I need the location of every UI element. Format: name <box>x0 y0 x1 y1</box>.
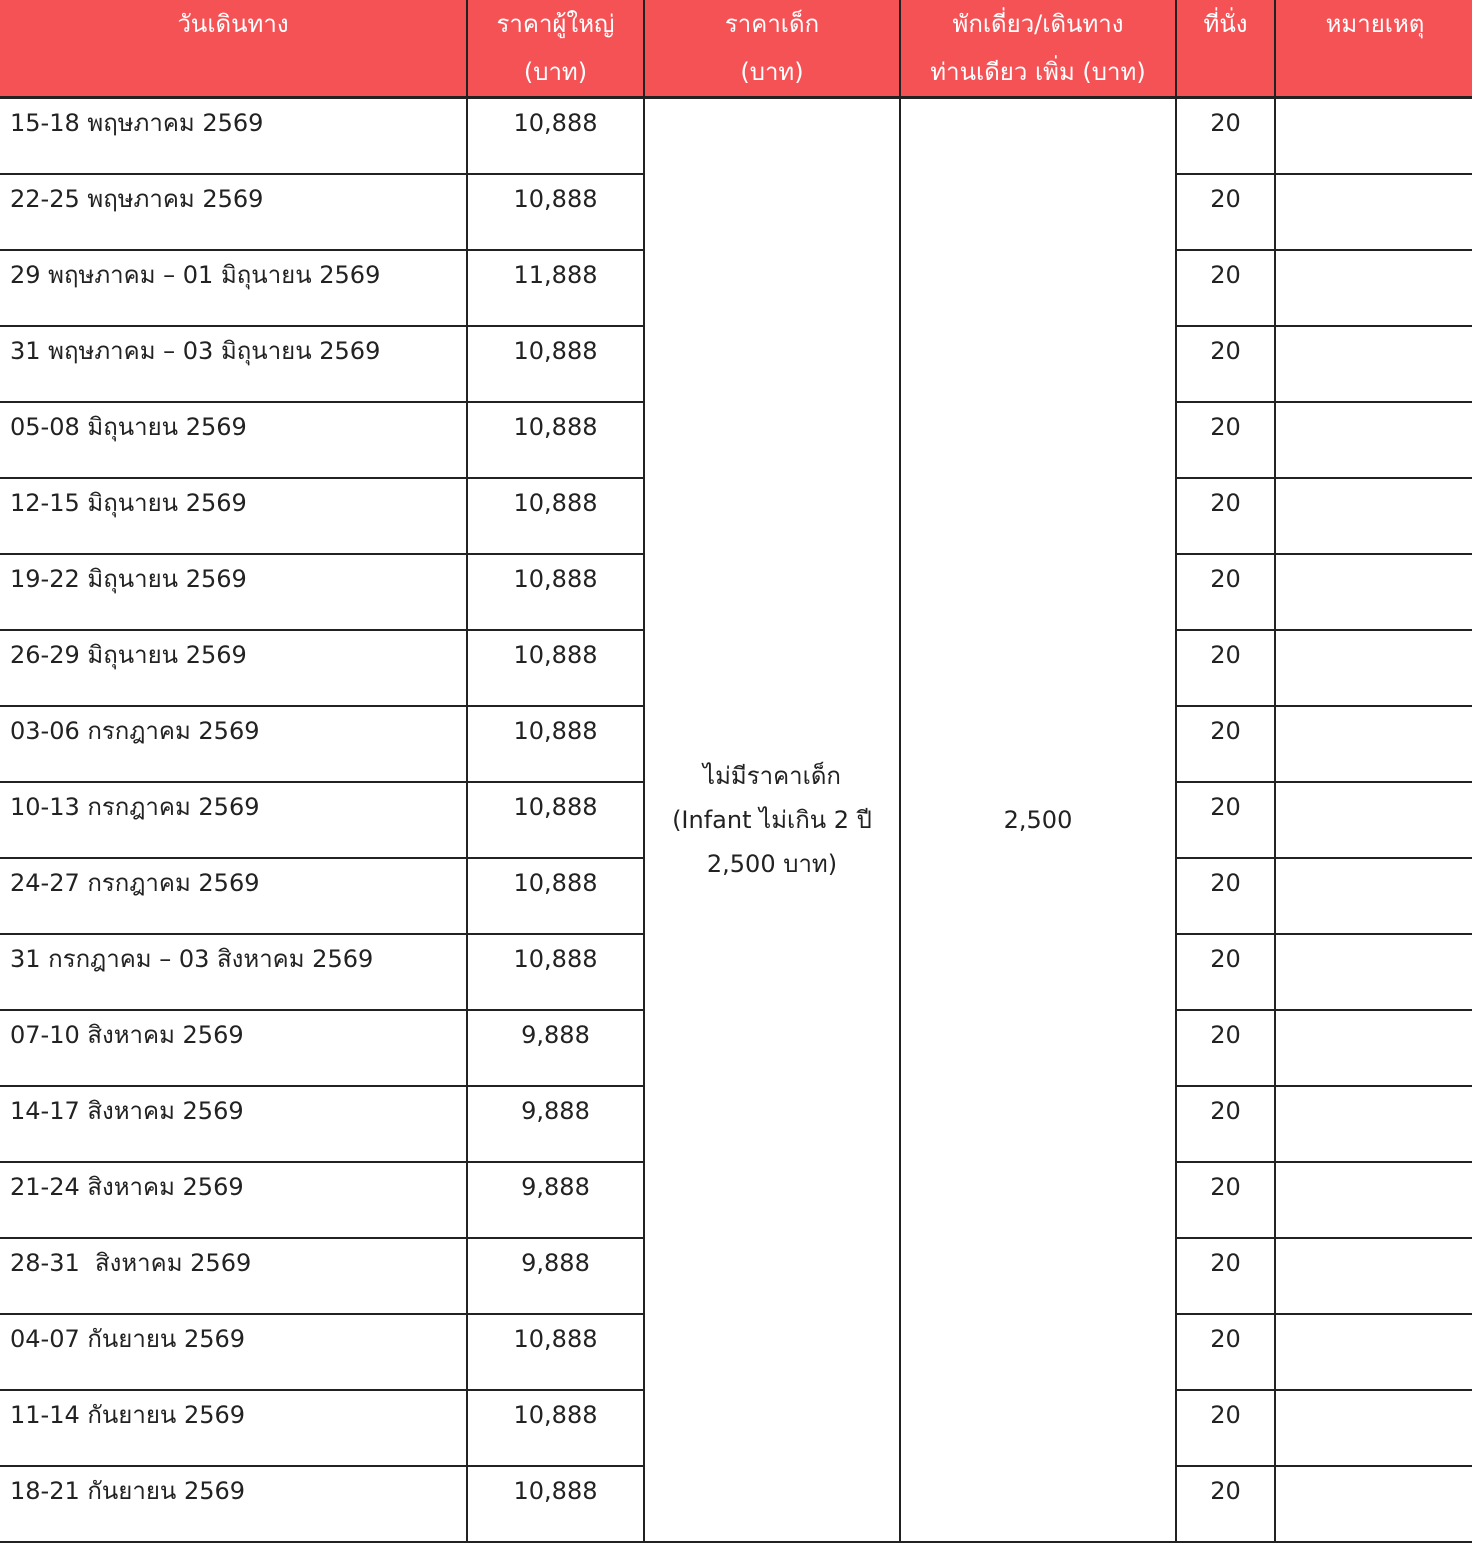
child-price-line2: (Infant ไม่เกิน 2 ปี <box>672 806 872 834</box>
adult-price: 9,888 <box>467 1162 644 1238</box>
adult-price: 10,888 <box>467 98 644 175</box>
note <box>1275 1010 1472 1086</box>
single-supplement-cell: 2,500 <box>900 98 1176 1543</box>
travel-date: 10-13 กรกฎาคม 2569 <box>0 782 467 858</box>
header-adult-line1: ราคาผู้ใหญ่ <box>496 10 615 38</box>
seats: 20 <box>1176 934 1275 1010</box>
header-adult-price <box>467 0 644 98</box>
seats: 20 <box>1176 1314 1275 1390</box>
seats: 20 <box>1176 326 1275 402</box>
header-child-price <box>644 0 900 98</box>
adult-price: 10,888 <box>467 478 644 554</box>
travel-date: 03-06 กรกฎาคม 2569 <box>0 706 467 782</box>
note <box>1275 478 1472 554</box>
travel-date: 21-24 สิงหาคม 2569 <box>0 1162 467 1238</box>
seats: 20 <box>1176 858 1275 934</box>
travel-date: 11-14 กันยายน 2569 <box>0 1390 467 1466</box>
child-price-cell <box>644 98 900 1543</box>
travel-date: 26-29 มิถุนายน 2569 <box>0 630 467 706</box>
header-date-label: วันเดินทาง <box>177 10 289 38</box>
seats: 20 <box>1176 1162 1275 1238</box>
travel-date: 18-21 กันยายน 2569 <box>0 1466 467 1542</box>
adult-price: 9,888 <box>467 1238 644 1314</box>
note <box>1275 934 1472 1010</box>
adult-price: 11,888 <box>467 250 644 326</box>
note <box>1275 402 1472 478</box>
travel-date: 22-25 พฤษภาคม 2569 <box>0 174 467 250</box>
seats: 20 <box>1176 1466 1275 1542</box>
header-single-supplement <box>900 0 1176 98</box>
note <box>1275 1162 1472 1238</box>
travel-date: 05-08 มิถุนายน 2569 <box>0 402 467 478</box>
travel-date: 31 กรกฎาคม – 03 สิงหาคม 2569 <box>0 934 467 1010</box>
seats: 20 <box>1176 782 1275 858</box>
child-price-line3: 2,500 บาท) <box>706 850 838 878</box>
seats: 20 <box>1176 402 1275 478</box>
adult-price: 10,888 <box>467 630 644 706</box>
seats: 20 <box>1176 630 1275 706</box>
note <box>1275 554 1472 630</box>
header-note <box>1275 0 1472 98</box>
child-price-line1: ไม่มีราคาเด็ก <box>703 762 841 790</box>
header-seats-label: ที่นั่ง <box>1203 10 1248 38</box>
header-child-line1: ราคาเด็ก <box>724 10 820 38</box>
travel-date: 14-17 สิงหาคม 2569 <box>0 1086 467 1162</box>
adult-price: 10,888 <box>467 934 644 1010</box>
note <box>1275 326 1472 402</box>
seats: 20 <box>1176 478 1275 554</box>
seats: 20 <box>1176 98 1275 175</box>
note <box>1275 706 1472 782</box>
adult-price: 10,888 <box>467 554 644 630</box>
note <box>1275 250 1472 326</box>
note <box>1275 1390 1472 1466</box>
note <box>1275 1314 1472 1390</box>
seats: 20 <box>1176 706 1275 782</box>
travel-date: 29 พฤษภาคม – 01 มิถุนายน 2569 <box>0 250 467 326</box>
header-note-label: หมายเหตุ <box>1325 10 1425 38</box>
seats: 20 <box>1176 1086 1275 1162</box>
header-row <box>0 0 1472 98</box>
adult-price: 10,888 <box>467 402 644 478</box>
adult-price: 10,888 <box>467 1466 644 1542</box>
travel-date: 04-07 กันยายน 2569 <box>0 1314 467 1390</box>
seats: 20 <box>1176 1238 1275 1314</box>
travel-date: 12-15 มิถุนายน 2569 <box>0 478 467 554</box>
travel-date: 24-27 กรกฎาคม 2569 <box>0 858 467 934</box>
adult-price: 10,888 <box>467 1314 644 1390</box>
table-row <box>0 98 1472 175</box>
travel-date: 15-18 พฤษภาคม 2569 <box>0 98 467 175</box>
adult-price: 10,888 <box>467 1390 644 1466</box>
note <box>1275 782 1472 858</box>
seats: 20 <box>1176 174 1275 250</box>
adult-price: 10,888 <box>467 858 644 934</box>
adult-price: 10,888 <box>467 706 644 782</box>
note <box>1275 1238 1472 1314</box>
adult-price: 10,888 <box>467 782 644 858</box>
adult-price: 9,888 <box>467 1010 644 1086</box>
header-adult-line2: (บาท) <box>523 58 588 86</box>
header-single-line1: พักเดี่ยว/เดินทาง <box>952 10 1124 38</box>
note <box>1275 98 1472 175</box>
seats: 20 <box>1176 1010 1275 1086</box>
seats: 20 <box>1176 1390 1275 1466</box>
seats: 20 <box>1176 554 1275 630</box>
header-seats <box>1176 0 1275 98</box>
header-date <box>0 0 467 98</box>
note <box>1275 1466 1472 1542</box>
adult-price: 10,888 <box>467 326 644 402</box>
travel-date: 31 พฤษภาคม – 03 มิถุนายน 2569 <box>0 326 467 402</box>
travel-date: 28-31 สิงหาคม 2569 <box>0 1238 467 1314</box>
seats: 20 <box>1176 250 1275 326</box>
header-single-line2: ท่านเดียว เพิ่ม (บาท) <box>930 58 1146 86</box>
adult-price: 9,888 <box>467 1086 644 1162</box>
header-child-line2: (บาท) <box>740 58 804 86</box>
note <box>1275 630 1472 706</box>
note <box>1275 174 1472 250</box>
travel-date: 07-10 สิงหาคม 2569 <box>0 1010 467 1086</box>
travel-date: 19-22 มิถุนายน 2569 <box>0 554 467 630</box>
note <box>1275 1086 1472 1162</box>
note <box>1275 858 1472 934</box>
adult-price: 10,888 <box>467 174 644 250</box>
